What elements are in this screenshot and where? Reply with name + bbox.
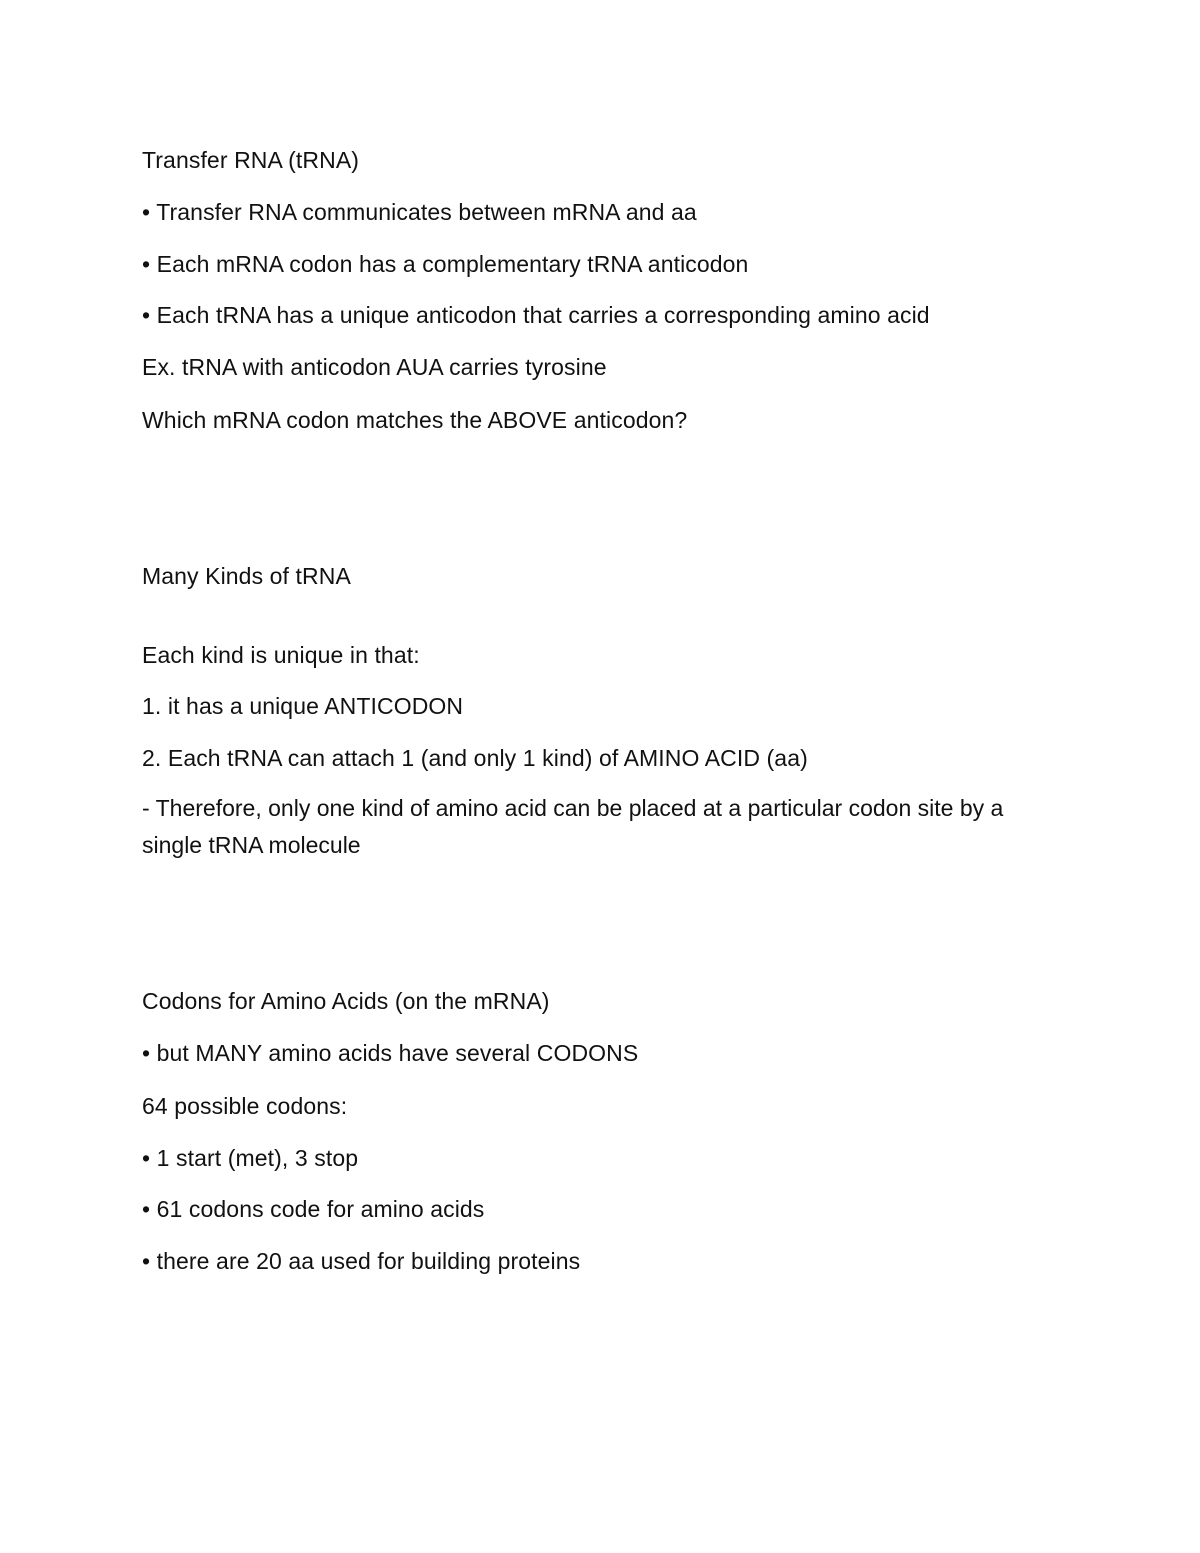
bullet-line: • 61 codons code for amino acids bbox=[142, 1196, 485, 1222]
text-line: Ex. tRNA with anticodon AUA carries tyrosine bbox=[142, 354, 607, 380]
paragraph-line: - Therefore, only one kind of amino acid can be placed at a particular codon site by a single tRNA molecule bbox=[142, 795, 1004, 858]
section-heading-trna: Transfer RNA (tRNA) bbox=[142, 147, 360, 173]
question-line: Which mRNA codon matches the ABOVE anticodon? bbox=[142, 407, 688, 433]
text-line: Each kind is unique in that: bbox=[142, 642, 420, 668]
numbered-line: 1. it has a unique ANTICODON bbox=[142, 693, 464, 719]
bullet-line: • Transfer RNA communicates between mRNA and aa bbox=[142, 199, 697, 225]
bullet-line: • Each mRNA codon has a complementary tRNA anticodon bbox=[142, 251, 749, 277]
section-heading-codons: Codons for Amino Acids (on the mRNA) bbox=[142, 988, 550, 1014]
bullet-line: • Each tRNA has a unique anticodon that carries a corresponding amino acid bbox=[142, 302, 930, 328]
section-heading-kinds: Many Kinds of tRNA bbox=[142, 563, 351, 589]
bullet-line: • 1 start (met), 3 stop bbox=[142, 1145, 359, 1171]
text-line: 64 possible codons: bbox=[142, 1093, 348, 1119]
bullet-line: • but MANY amino acids have several CODONS bbox=[142, 1040, 639, 1066]
bullet-line: • there are 20 aa used for building proteins bbox=[142, 1248, 581, 1274]
numbered-line: 2. Each tRNA can attach 1 (and only 1 kind) of AMINO ACID (aa) bbox=[142, 745, 808, 771]
